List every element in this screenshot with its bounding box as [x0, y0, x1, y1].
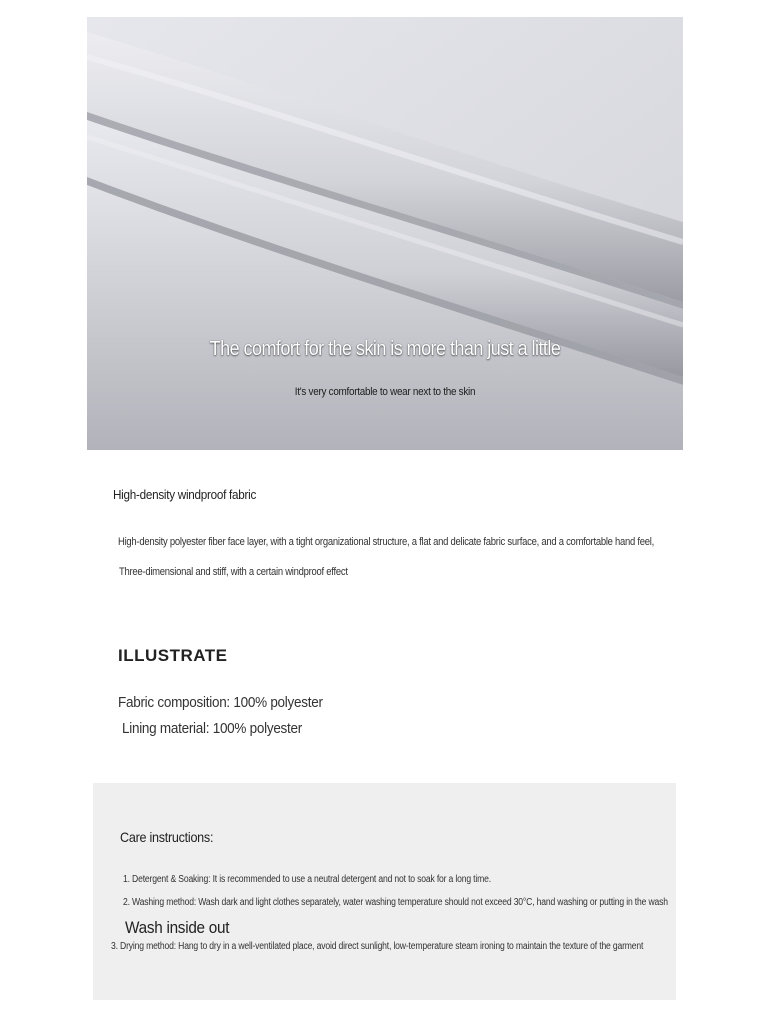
care-instructions-title: Care instructions:	[120, 829, 214, 845]
fabric-description-line: Three-dimensional and stiff, with a certain windproof effect	[119, 566, 348, 578]
care-instructions-panel	[93, 783, 676, 1000]
care-item-washing: 2. Washing method: Wash dark and light clothes separately, water washing temperature should not exceed 30°C, hand washing or putting in the wash	[123, 897, 668, 908]
fabric-hero-image	[87, 17, 683, 450]
fabric-composition: Fabric composition: 100% polyester	[118, 694, 323, 711]
care-wash-inside-out: Wash inside out	[125, 918, 230, 937]
illustrate-heading: ILLUSTRATE	[118, 646, 228, 665]
hero-subtitle: It's very comfortable to wear next to the skin	[294, 386, 476, 398]
fabric-description-line: High-density polyester fiber face layer, with a tight organizational structure, a flat and delicate fabric surface, and a comfortable hand feel,	[118, 536, 655, 548]
care-item-drying: 3. Drying method: Hang to dry in a well-ventilated place, avoid direct sunlight, low-temperature steam ironing to maintain the texture of the garment	[111, 941, 644, 952]
hero-title: The comfort for the skin is more than just a little	[209, 338, 561, 360]
care-item-detergent: 1. Detergent & Soaking: It is recommended to use a neutral detergent and not to soak for a long time.	[123, 874, 491, 885]
fabric-heading: High-density windproof fabric	[113, 487, 257, 502]
lining-material: Lining material: 100% polyester	[122, 720, 302, 737]
